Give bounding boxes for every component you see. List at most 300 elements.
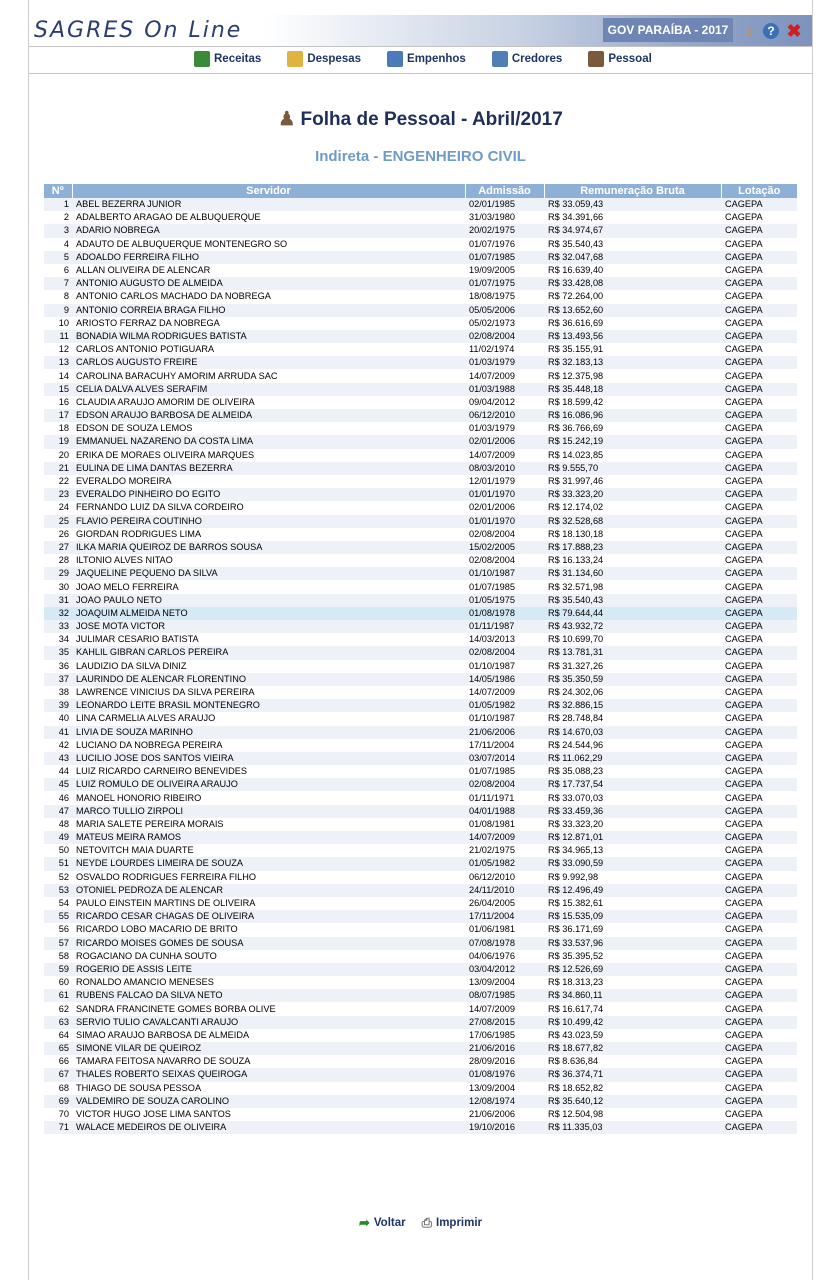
cell-lotacao: CAGEPA [721, 726, 797, 739]
cell-remuneracao: R$ 18.313,23 [544, 976, 721, 989]
cell-servidor: CELIA DALVA ALVES SERAFIM [72, 383, 465, 396]
cell-number: 13 [44, 356, 72, 369]
table-row[interactable] [44, 567, 797, 580]
header-bar [29, 15, 812, 46]
cell-servidor: NETOVITCH MAIA DUARTE [72, 844, 465, 857]
table-row[interactable] [44, 989, 797, 1002]
cell-number: 3 [44, 224, 72, 237]
table-row[interactable] [44, 1068, 797, 1081]
cell-remuneracao: R$ 33.323,20 [544, 818, 721, 831]
table-row[interactable] [44, 646, 797, 659]
cell-servidor: OTONIEL PEDROZA DE ALENCAR [72, 884, 465, 897]
nav-despesas[interactable] [287, 51, 361, 67]
table-row[interactable] [44, 884, 797, 897]
col-header-lotacao[interactable]: Lotação [721, 184, 797, 198]
cell-remuneracao: R$ 24.544,96 [544, 739, 721, 752]
cell-remuneracao: R$ 31.997,46 [544, 475, 721, 488]
cell-remuneracao: R$ 35.088,23 [544, 765, 721, 778]
cell-admissao: 02/08/2004 [465, 330, 544, 343]
cell-number: 36 [44, 660, 72, 673]
cell-lotacao: CAGEPA [721, 304, 797, 317]
table-row[interactable] [44, 580, 797, 593]
cell-admissao: 04/01/1988 [465, 805, 544, 818]
cell-lotacao: CAGEPA [721, 831, 797, 844]
cell-remuneracao: R$ 33.323,20 [544, 488, 721, 501]
cell-servidor: TAMARA FEITOSA NAVARRO DE SOUZA [72, 1055, 465, 1068]
cell-lotacao: CAGEPA [721, 356, 797, 369]
cell-admissao: 02/01/1985 [465, 198, 544, 211]
cell-lotacao: CAGEPA [721, 1068, 797, 1081]
cell-lotacao: CAGEPA [721, 739, 797, 752]
cell-number: 62 [44, 1002, 72, 1015]
cell-remuneracao: R$ 32.528,68 [544, 515, 721, 528]
cell-remuneracao: R$ 35.350,59 [544, 673, 721, 686]
cell-number: 15 [44, 383, 72, 396]
table-row[interactable] [44, 264, 797, 277]
cell-admissao: 14/03/2013 [465, 633, 544, 646]
table-row[interactable] [44, 435, 797, 448]
table-row[interactable] [44, 910, 797, 923]
cell-number: 34 [44, 633, 72, 646]
cell-servidor: EDSON DE SOUZA LEMOS [72, 422, 465, 435]
table-row[interactable] [44, 831, 797, 844]
cell-servidor: EVERALDO PINHEIRO DO EGITO [72, 488, 465, 501]
cell-remuneracao: R$ 8.636,84 [544, 1055, 721, 1068]
table-row[interactable] [44, 317, 797, 330]
cell-servidor: EVERALDO MOREIRA [72, 475, 465, 488]
table-row[interactable] [44, 1042, 797, 1055]
cell-servidor: ADOALDO FERREIRA FILHO [72, 251, 465, 264]
table-row[interactable] [44, 488, 797, 501]
cell-remuneracao: R$ 18.599,42 [544, 396, 721, 409]
cell-servidor: FLAVIO PEREIRA COUTINHO [72, 515, 465, 528]
cell-remuneracao: R$ 43.932,72 [544, 620, 721, 633]
cell-servidor: VALDEMIRO DE SOUZA CAROLINO [72, 1095, 465, 1108]
cell-remuneracao: R$ 28.748,84 [544, 712, 721, 725]
table-header-row [44, 184, 797, 198]
cell-number: 47 [44, 805, 72, 818]
table-row[interactable] [44, 976, 797, 989]
cell-admissao: 05/05/2006 [465, 304, 544, 317]
cell-number: 49 [44, 831, 72, 844]
nav-label: Pessoal [608, 53, 652, 65]
cell-remuneracao: R$ 34.974,67 [544, 224, 721, 237]
cell-admissao: 02/01/2006 [465, 501, 544, 514]
cell-number: 2 [44, 211, 72, 224]
cell-servidor: ADALBERTO ARAGAO DE ALBUQUERQUE [72, 211, 465, 224]
table-row[interactable] [44, 1121, 797, 1134]
cell-number: 14 [44, 369, 72, 382]
nav-pessoal[interactable] [588, 51, 651, 67]
cell-servidor: LAURINDO DE ALENCAR FLORENTINO [72, 673, 465, 686]
cell-servidor: LIVIA DE SOUZA MARINHO [72, 726, 465, 739]
table-row[interactable] [44, 633, 797, 646]
cell-servidor: EMMANUEL NAZARENO DA COSTA LIMA [72, 435, 465, 448]
table-row[interactable] [44, 1082, 797, 1095]
cell-number: 21 [44, 462, 72, 475]
cell-admissao: 17/06/1985 [465, 1029, 544, 1042]
cell-servidor: CLAUDIA ARAUJO AMORIM DE OLIVEIRA [72, 396, 465, 409]
print-button[interactable] [422, 1215, 482, 1231]
cell-remuneracao: R$ 79.644,44 [544, 607, 721, 620]
table-row[interactable] [44, 1002, 797, 1015]
cell-servidor: MARIA SALETE PEREIRA MORAIS [72, 818, 465, 831]
cell-lotacao: CAGEPA [721, 1108, 797, 1121]
cell-remuneracao: R$ 16.086,96 [544, 409, 721, 422]
table-row[interactable] [44, 752, 797, 765]
cell-remuneracao: R$ 12.526,69 [544, 963, 721, 976]
table-row[interactable] [44, 304, 797, 317]
cell-number: 45 [44, 778, 72, 791]
header-icons [739, 21, 803, 41]
cell-servidor: OSVALDO RODRIGUES FERREIRA FILHO [72, 871, 465, 884]
cell-remuneracao: R$ 17.737,54 [544, 778, 721, 791]
cell-remuneracao: R$ 14.023,85 [544, 449, 721, 462]
cell-lotacao: CAGEPA [721, 1095, 797, 1108]
table-row[interactable] [44, 356, 797, 369]
cell-servidor: ILTONIO ALVES NITAO [72, 554, 465, 567]
table-row[interactable] [44, 369, 797, 382]
cell-servidor: RUBENS FALCAO DA SILVA NETO [72, 989, 465, 1002]
cell-number: 68 [44, 1082, 72, 1095]
cell-admissao: 14/07/2009 [465, 831, 544, 844]
cell-admissao: 01/07/1985 [465, 251, 544, 264]
cell-lotacao: CAGEPA [721, 923, 797, 936]
cell-number: 35 [44, 646, 72, 659]
cell-remuneracao: R$ 34.391,66 [544, 211, 721, 224]
cell-remuneracao: R$ 35.640,12 [544, 1095, 721, 1108]
cell-lotacao: CAGEPA [721, 554, 797, 567]
cell-number: 12 [44, 343, 72, 356]
table-row[interactable] [44, 765, 797, 778]
cell-lotacao: CAGEPA [721, 818, 797, 831]
col-header-remuneracao[interactable]: Remuneração Bruta [544, 184, 721, 198]
cell-lotacao: CAGEPA [721, 963, 797, 976]
table-row[interactable] [44, 871, 797, 884]
cell-lotacao: CAGEPA [721, 1029, 797, 1042]
cell-lotacao: CAGEPA [721, 251, 797, 264]
table-row[interactable] [44, 1016, 797, 1029]
cell-lotacao: CAGEPA [721, 752, 797, 765]
cell-admissao: 01/07/1985 [465, 580, 544, 593]
cell-remuneracao: R$ 33.428,08 [544, 277, 721, 290]
cell-servidor: JOSE MOTA VICTOR [72, 620, 465, 633]
cell-number: 52 [44, 871, 72, 884]
cell-lotacao: CAGEPA [721, 976, 797, 989]
cell-remuneracao: R$ 33.537,96 [544, 937, 721, 950]
cell-remuneracao: R$ 9.992,98 [544, 871, 721, 884]
cell-number: 70 [44, 1108, 72, 1121]
table-row[interactable] [44, 805, 797, 818]
table-row[interactable] [44, 923, 797, 936]
cell-remuneracao: R$ 35.540,43 [544, 238, 721, 251]
cell-remuneracao: R$ 9.555,70 [544, 462, 721, 475]
cell-number: 32 [44, 607, 72, 620]
cell-lotacao: CAGEPA [721, 435, 797, 448]
cell-servidor: ARIOSTO FERRAZ DA NOBREGA [72, 317, 465, 330]
cell-lotacao: CAGEPA [721, 462, 797, 475]
bottom-actions [29, 1215, 812, 1231]
gov-label: GOV PARAÍBA - 2017 [603, 18, 733, 42]
table-row[interactable] [44, 198, 797, 211]
cell-lotacao: CAGEPA [721, 620, 797, 633]
cell-servidor: EULINA DE LIMA DANTAS BEZERRA [72, 462, 465, 475]
cell-servidor: ADARIO NOBREGA [72, 224, 465, 237]
cell-remuneracao: R$ 32.886,15 [544, 699, 721, 712]
page-title [29, 108, 812, 131]
cell-number: 23 [44, 488, 72, 501]
cell-admissao: 02/08/2004 [465, 646, 544, 659]
cell-admissao: 21/06/2006 [465, 1108, 544, 1121]
cell-admissao: 01/10/1987 [465, 712, 544, 725]
cell-remuneracao: R$ 10.699,70 [544, 633, 721, 646]
cell-number: 10 [44, 317, 72, 330]
cell-servidor: SERVIO TULIO CAVALCANTI ARAUJO [72, 1016, 465, 1029]
cell-remuneracao: R$ 31.327,26 [544, 660, 721, 673]
cell-admissao: 14/07/2009 [465, 449, 544, 462]
cell-remuneracao: R$ 15.535,09 [544, 910, 721, 923]
cell-remuneracao: R$ 33.459,36 [544, 805, 721, 818]
cell-admissao: 24/11/2010 [465, 884, 544, 897]
table-row[interactable] [44, 594, 797, 607]
cell-number: 7 [44, 277, 72, 290]
table-row[interactable] [44, 383, 797, 396]
cell-lotacao: CAGEPA [721, 1016, 797, 1029]
cell-lotacao: CAGEPA [721, 910, 797, 923]
table-row[interactable] [44, 422, 797, 435]
cell-remuneracao: R$ 11.335,03 [544, 1121, 721, 1134]
table-row[interactable] [44, 515, 797, 528]
nav-label: Empenhos [407, 53, 466, 65]
pessoal-icon [588, 51, 604, 67]
table-row[interactable] [44, 251, 797, 264]
table-row[interactable] [44, 211, 797, 224]
cell-remuneracao: R$ 15.382,61 [544, 897, 721, 910]
cell-lotacao: CAGEPA [721, 633, 797, 646]
cell-servidor: ROGERIO DE ASSIS LEITE [72, 963, 465, 976]
cell-admissao: 01/05/1975 [465, 594, 544, 607]
cell-servidor: SIMAO ARAUJO BARBOSA DE ALMEIDA [72, 1029, 465, 1042]
page-title-text: Folha de Pessoal - Abril/2017 [300, 109, 563, 130]
cell-servidor: LAUDIZIO DA SILVA DINIZ [72, 660, 465, 673]
table-row[interactable] [44, 554, 797, 567]
cell-servidor: PAULO EINSTEIN MARTINS DE OLIVEIRA [72, 897, 465, 910]
cell-remuneracao: R$ 33.059,43 [544, 198, 721, 211]
cell-servidor: MARCO TULLIO ZIRPOLI [72, 805, 465, 818]
table-row[interactable] [44, 937, 797, 950]
cell-servidor: LUIZ RICARDO CARNEIRO BENEVIDES [72, 765, 465, 778]
table-row[interactable] [44, 844, 797, 857]
cell-remuneracao: R$ 12.496,49 [544, 884, 721, 897]
col-header-admissao[interactable]: Admissão [465, 184, 544, 198]
close-icon[interactable]: ✖ [786, 21, 802, 41]
cell-number: 19 [44, 435, 72, 448]
cell-admissao: 19/10/2016 [465, 1121, 544, 1134]
col-header-number[interactable]: Nº [44, 184, 72, 198]
cell-admissao: 14/05/1986 [465, 673, 544, 686]
cell-remuneracao: R$ 32.183,13 [544, 356, 721, 369]
cell-remuneracao: R$ 13.652,60 [544, 304, 721, 317]
cell-remuneracao: R$ 36.766,69 [544, 422, 721, 435]
cell-admissao: 01/11/1971 [465, 791, 544, 804]
table-row[interactable] [44, 963, 797, 976]
cell-admissao: 06/12/2010 [465, 871, 544, 884]
cell-lotacao: CAGEPA [721, 765, 797, 778]
cell-number: 56 [44, 923, 72, 936]
cell-servidor: JAQUELINE PEQUENO DA SILVA [72, 567, 465, 580]
table-row[interactable] [44, 660, 797, 673]
cell-lotacao: CAGEPA [721, 528, 797, 541]
table-row[interactable] [44, 778, 797, 791]
cell-admissao: 06/12/2010 [465, 409, 544, 422]
table-row[interactable] [44, 277, 797, 290]
cell-lotacao: CAGEPA [721, 343, 797, 356]
cell-lotacao: CAGEPA [721, 805, 797, 818]
cell-lotacao: CAGEPA [721, 937, 797, 950]
cell-number: 60 [44, 976, 72, 989]
cell-number: 29 [44, 567, 72, 580]
cell-remuneracao: R$ 35.448,18 [544, 383, 721, 396]
table-row[interactable] [44, 607, 797, 620]
cell-number: 22 [44, 475, 72, 488]
table-row[interactable] [44, 409, 797, 422]
cell-admissao: 14/07/2009 [465, 1002, 544, 1015]
table-row[interactable] [44, 620, 797, 633]
cell-remuneracao: R$ 36.616,69 [544, 317, 721, 330]
table-row[interactable] [44, 791, 797, 804]
cell-remuneracao: R$ 13.493,56 [544, 330, 721, 343]
table-row[interactable] [44, 396, 797, 409]
table-row[interactable] [44, 897, 797, 910]
nav-credores[interactable] [492, 51, 563, 67]
table-row[interactable] [44, 699, 797, 712]
table-row[interactable] [44, 330, 797, 343]
table-row[interactable] [44, 1108, 797, 1121]
table-row[interactable] [44, 343, 797, 356]
cell-admissao: 14/07/2009 [465, 686, 544, 699]
cell-admissao: 01/01/1970 [465, 488, 544, 501]
table-row[interactable] [44, 686, 797, 699]
cell-admissao: 02/08/2004 [465, 528, 544, 541]
cell-admissao: 09/04/2012 [465, 396, 544, 409]
cell-remuneracao: R$ 12.504,98 [544, 1108, 721, 1121]
table-row[interactable] [44, 449, 797, 462]
cell-lotacao: CAGEPA [721, 844, 797, 857]
people-icon: ♟ [278, 109, 296, 130]
table-row[interactable] [44, 857, 797, 870]
table-row[interactable] [44, 712, 797, 725]
cell-lotacao: CAGEPA [721, 791, 797, 804]
cell-number: 51 [44, 857, 72, 870]
table-row[interactable] [44, 1095, 797, 1108]
cell-servidor: ADAUTO DE ALBUQUERQUE MONTENEGRO SO [72, 238, 465, 251]
nav-menu [194, 51, 652, 67]
cell-admissao: 01/07/1975 [465, 277, 544, 290]
cell-servidor: WALACE MEDEIROS DE OLIVEIRA [72, 1121, 465, 1134]
cell-number: 20 [44, 449, 72, 462]
cell-number: 16 [44, 396, 72, 409]
table-row[interactable] [44, 475, 797, 488]
cell-number: 44 [44, 765, 72, 778]
cell-remuneracao: R$ 16.617,74 [544, 1002, 721, 1015]
cell-admissao: 01/08/1981 [465, 818, 544, 831]
table-row[interactable] [44, 950, 797, 963]
table-row[interactable] [44, 673, 797, 686]
cell-number: 53 [44, 884, 72, 897]
nav-receitas[interactable] [194, 51, 261, 67]
help-icon[interactable]: ? [763, 23, 779, 39]
table-row[interactable] [44, 528, 797, 541]
cell-servidor: THALES ROBERTO SEIXAS QUEIROGA [72, 1068, 465, 1081]
table-row[interactable] [44, 224, 797, 237]
cell-remuneracao: R$ 13.781,31 [544, 646, 721, 659]
cell-admissao: 20/02/1975 [465, 224, 544, 237]
cell-lotacao: CAGEPA [721, 422, 797, 435]
cell-admissao: 12/08/1974 [465, 1095, 544, 1108]
table-row[interactable] [44, 739, 797, 752]
table-row[interactable] [44, 1029, 797, 1042]
cell-lotacao: CAGEPA [721, 857, 797, 870]
cell-servidor: VICTOR HUGO JOSE LIMA SANTOS [72, 1108, 465, 1121]
cell-remuneracao: R$ 12.174,02 [544, 501, 721, 514]
cell-lotacao: CAGEPA [721, 1002, 797, 1015]
cell-lotacao: CAGEPA [721, 515, 797, 528]
nav-empenhos[interactable] [387, 51, 466, 67]
table-row[interactable] [44, 541, 797, 554]
cell-servidor: LUCILIO JOSE DOS SANTOS VIEIRA [72, 752, 465, 765]
back-button[interactable] [359, 1215, 406, 1231]
cell-lotacao: CAGEPA [721, 277, 797, 290]
table-row[interactable] [44, 1055, 797, 1068]
table-row[interactable] [44, 726, 797, 739]
table-row[interactable] [44, 818, 797, 831]
cell-number: 4 [44, 238, 72, 251]
nav-label: Despesas [307, 53, 362, 65]
cell-admissao: 26/04/2005 [465, 897, 544, 910]
home-icon[interactable]: ⌂ [744, 23, 752, 38]
cell-lotacao: CAGEPA [721, 409, 797, 422]
cell-admissao: 07/08/1978 [465, 937, 544, 950]
cell-remuneracao: R$ 34.860,11 [544, 989, 721, 1002]
cell-servidor: CARLOS ANTONIO POTIGUARA [72, 343, 465, 356]
cell-admissao: 01/07/1976 [465, 238, 544, 251]
cell-admissao: 01/08/1978 [465, 607, 544, 620]
cell-admissao: 01/05/1982 [465, 857, 544, 870]
cell-number: 55 [44, 910, 72, 923]
table-row[interactable] [44, 462, 797, 475]
table-row[interactable] [44, 238, 797, 251]
cell-admissao: 02/01/2006 [465, 435, 544, 448]
cell-remuneracao: R$ 33.070,03 [544, 791, 721, 804]
cell-lotacao: CAGEPA [721, 396, 797, 409]
cell-number: 30 [44, 580, 72, 593]
cell-number: 33 [44, 620, 72, 633]
cell-number: 57 [44, 937, 72, 950]
cell-remuneracao: R$ 16.639,40 [544, 264, 721, 277]
table-row[interactable] [44, 290, 797, 303]
table-row[interactable] [44, 501, 797, 514]
cell-lotacao: CAGEPA [721, 989, 797, 1002]
back-label: Voltar [373, 1217, 406, 1229]
cell-number: 46 [44, 791, 72, 804]
cell-servidor: LUIZ ROMULO DE OLIVEIRA ARAUJO [72, 778, 465, 791]
cell-admissao: 01/06/1981 [465, 923, 544, 936]
cell-remuneracao: R$ 18.130,18 [544, 528, 721, 541]
cell-number: 54 [44, 897, 72, 910]
col-header-servidor[interactable]: Servidor [72, 184, 465, 198]
despesas-icon [287, 51, 303, 67]
cell-servidor: LINA CARMELIA ALVES ARAUJO [72, 712, 465, 725]
